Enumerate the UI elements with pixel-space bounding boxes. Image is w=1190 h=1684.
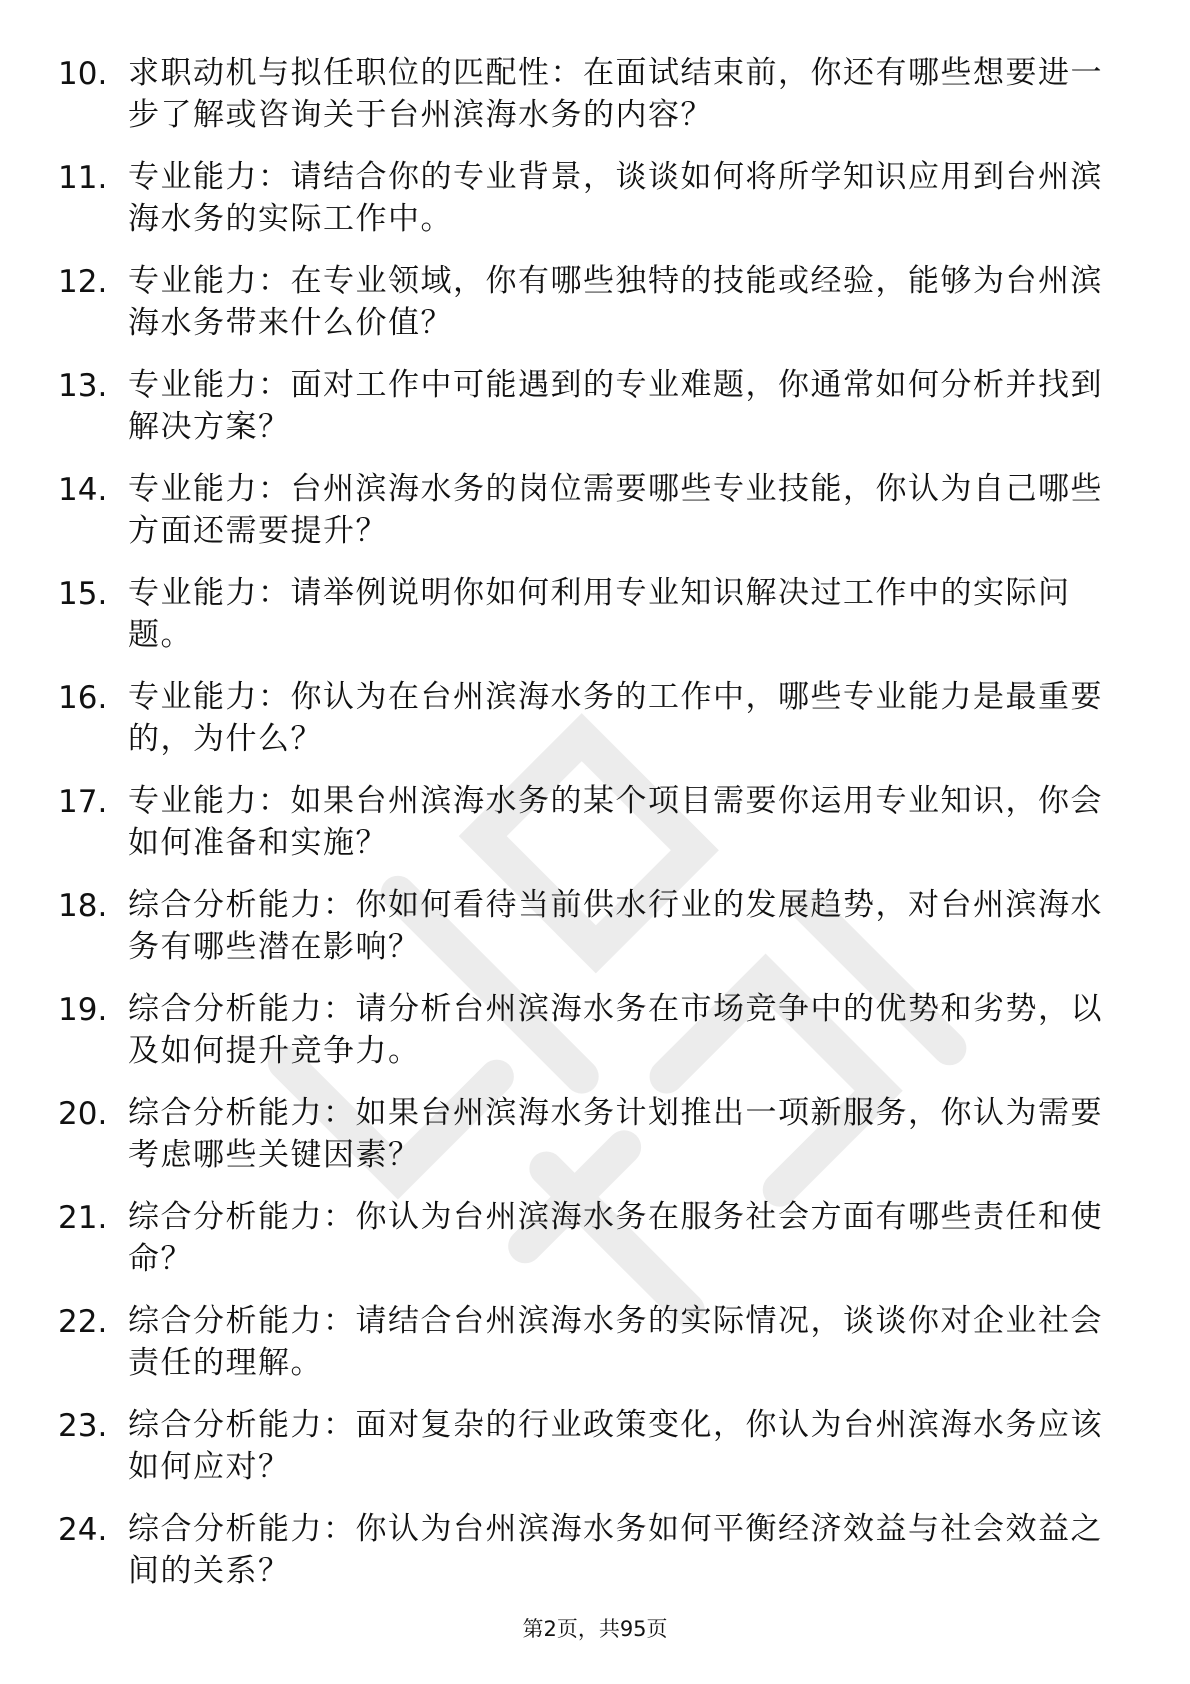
question-text: 求职动机与拟任职位的匹配性：在面试结束前，你还有哪些想要进一步了解或咨询关于台州滨海水务的内容？ (128, 55, 1103, 133)
question-text: 专业能力：在专业领域，你有哪些独特的技能或经验，能够为台州滨海水务带来什么价值？ (128, 263, 1103, 341)
question-number: 13. (58, 368, 108, 404)
question-number: 17. (58, 784, 108, 820)
question-text: 专业能力：请结合你的专业背景，谈谈如何将所学知识应用到台州滨海水务的实际工作中。 (128, 159, 1103, 237)
question-number: 18. (58, 888, 108, 924)
question-text: 综合分析能力：请结合台州滨海水务的实际情况，谈谈你对企业社会责任的理解。 (128, 1303, 1103, 1381)
question-list (58, 52, 1133, 1612)
question-number: 15. (58, 576, 108, 612)
question-item (58, 676, 1133, 780)
question-number: 11. (58, 160, 108, 196)
question-item (58, 1300, 1133, 1404)
question-text: 综合分析能力：你认为台州滨海水务如何平衡经济效益与社会效益之间的关系？ (128, 1511, 1103, 1589)
question-text: 综合分析能力：你认为台州滨海水务在服务社会方面有哪些责任和使命？ (128, 1199, 1103, 1277)
question-item (58, 260, 1133, 364)
question-text: 专业能力：你认为在台州滨海水务的工作中，哪些专业能力是最重要的，为什么？ (128, 679, 1103, 757)
question-text: 专业能力：面对工作中可能遇到的专业难题，你通常如何分析并找到解决方案？ (128, 367, 1103, 445)
question-number: 20. (58, 1096, 108, 1132)
question-number: 22. (58, 1304, 108, 1340)
question-text: 综合分析能力：请分析台州滨海水务在市场竞争中的优势和劣势，以及如何提升竞争力。 (128, 991, 1103, 1069)
question-number: 14. (58, 472, 108, 508)
question-number: 10. (58, 56, 108, 92)
question-number: 16. (58, 680, 108, 716)
question-number: 24. (58, 1512, 108, 1548)
question-text: 专业能力：请举例说明你如何利用专业知识解决过工作中的实际问题。 (128, 575, 1071, 653)
question-item (58, 1196, 1133, 1300)
question-text: 专业能力：如果台州滨海水务的某个项目需要你运用专业知识，你会如何准备和实施？ (128, 783, 1103, 861)
question-item (58, 988, 1133, 1092)
question-text: 专业能力：台州滨海水务的岗位需要哪些专业技能，你认为自己哪些方面还需要提升？ (128, 471, 1103, 549)
question-item (58, 52, 1133, 156)
question-text: 综合分析能力：面对复杂的行业政策变化，你认为台州滨海水务应该如何应对？ (128, 1407, 1103, 1485)
question-item (58, 1092, 1133, 1196)
question-item (58, 156, 1133, 260)
question-item (58, 364, 1133, 468)
question-number: 19. (58, 992, 108, 1028)
question-item (58, 572, 1133, 676)
question-text: 综合分析能力：如果台州滨海水务计划推出一项新服务，你认为需要考虑哪些关键因素？ (128, 1095, 1103, 1173)
question-item (58, 468, 1133, 572)
question-item (58, 1404, 1133, 1508)
question-item (58, 1508, 1133, 1612)
question-number: 21. (58, 1200, 108, 1236)
question-number: 23. (58, 1408, 108, 1444)
question-text: 综合分析能力：你如何看待当前供水行业的发展趋势，对台州滨海水务有哪些潜在影响？ (128, 887, 1103, 965)
question-item (58, 780, 1133, 884)
page-footer: 第2页，共95页 (522, 1617, 668, 1641)
question-number: 12. (58, 264, 108, 300)
question-item (58, 884, 1133, 988)
